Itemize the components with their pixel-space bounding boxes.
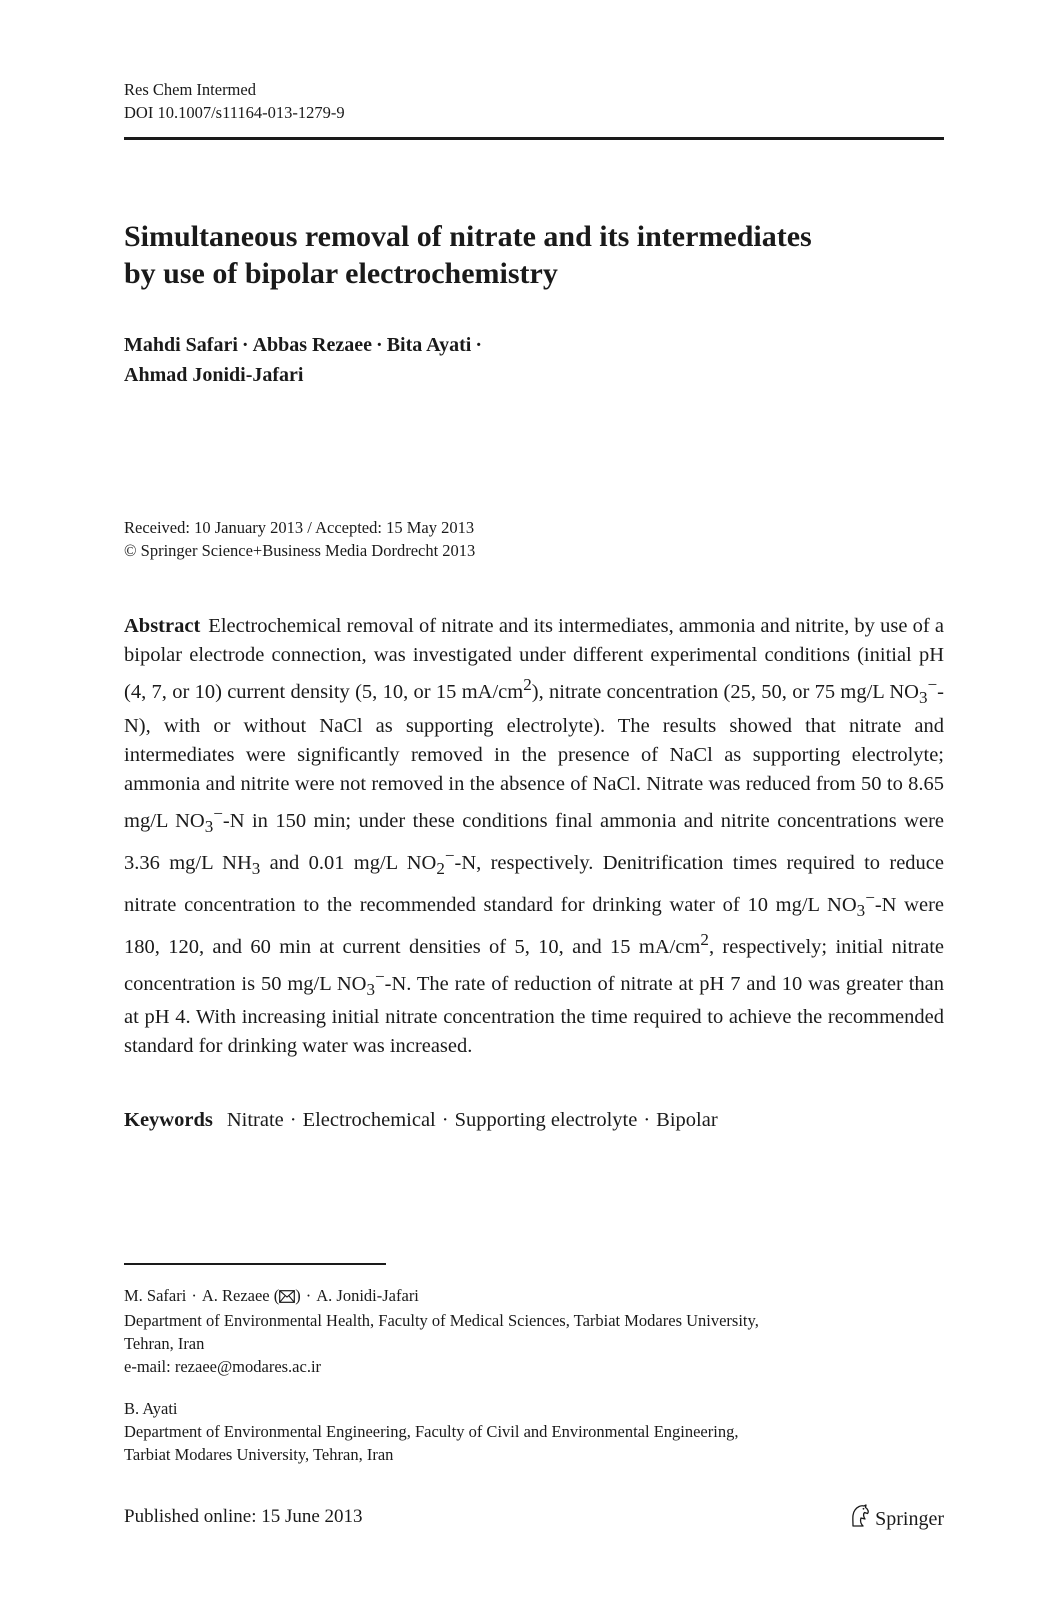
subscript: 3 <box>918 687 928 707</box>
superscript: − <box>213 803 223 823</box>
abstract-text: -N in 150 min; under these conditions final ammonia and nitrite concentrations were 3.36 mg/L NH <box>124 809 944 874</box>
abstract-text: -N. The rate of reduction of nitrate at pH 7 and 10 was greater than at pH 4. With increasing initial nitrate concentration the time required to achieve the recommended standard for drinking water was increased. <box>124 972 944 1058</box>
author-separator: · <box>191 1286 197 1305</box>
affiliation-author: ) <box>295 1286 301 1305</box>
subscript: 3 <box>366 979 376 999</box>
abstract <box>124 612 944 1061</box>
author-separator: · <box>475 334 482 356</box>
abstract-text: Electrochemical removal of nitrate and its intermediates, ammonia and nitrite, by use of a bipolar electrode connection, was investigated under different experimental conditions (initial pH (4, 7, or 10) current density (5, 10, or 15 mA/cm <box>124 615 944 703</box>
author-list <box>124 330 486 390</box>
journal-name: Res Chem Intermed <box>124 80 256 99</box>
footnote-rule <box>124 1263 386 1265</box>
keyword[interactable]: Nitrate <box>226 1109 284 1131</box>
keywords-label: Keywords <box>124 1109 213 1131</box>
superscript: 2 <box>700 929 709 949</box>
superscript: − <box>927 675 938 694</box>
author-name[interactable]: Abbas Rezaee <box>252 334 373 356</box>
article-title <box>124 218 944 292</box>
title-line-1: Simultaneous removal of nitrate and its intermediates <box>124 220 812 253</box>
paper-page <box>124 0 944 1600</box>
abstract-text: , respectively; initial nitrate concentration is 50 mg/L NO <box>124 935 944 995</box>
author-name[interactable]: Bita Ayati <box>386 334 472 356</box>
affiliation-email[interactable]: e-mail: rezaee@modares.ac.ir <box>124 1357 322 1376</box>
author-separator: · <box>305 1286 312 1305</box>
affiliation-author: M. Safari <box>124 1286 187 1305</box>
abstract-label: Abstract <box>124 615 201 637</box>
title-line-2: by use of bipolar electrochemistry <box>124 257 558 290</box>
subscript: 2 <box>436 858 445 878</box>
published-online: Published online: 15 June 2013 <box>124 1506 363 1527</box>
affiliation-1 <box>124 1284 944 1378</box>
keyword[interactable]: Bipolar <box>656 1109 718 1131</box>
affiliation-authors <box>124 1284 944 1309</box>
springer-horse-icon <box>849 1504 871 1534</box>
keyword[interactable]: Electrochemical <box>302 1109 436 1131</box>
keyword-separator: · <box>289 1109 297 1131</box>
publisher-name: Springer <box>875 1507 944 1530</box>
envelope-icon[interactable] <box>279 1286 295 1309</box>
affiliation-author: B. Ayati <box>124 1399 178 1418</box>
keyword-separator: · <box>441 1109 449 1131</box>
journal-header <box>124 78 345 124</box>
affiliation-city: Tarbiat Modares University, Tehran, Iran <box>124 1445 394 1464</box>
affiliation-2 <box>124 1397 944 1466</box>
superscript: 2 <box>523 675 532 694</box>
affiliation-department: Department of Environmental Health, Faculty of Medical Sciences, Tarbiat Modares University, <box>124 1311 759 1330</box>
publisher-logo[interactable] <box>849 1504 944 1534</box>
header-rule <box>124 137 944 140</box>
abstract-text: ), nitrate concentration (25, 50, or 75 mg/L NO <box>531 680 919 703</box>
received-accepted: Received: 10 January 2013 / Accepted: 15 May 2013 <box>124 518 475 537</box>
subscript: 3 <box>856 900 866 920</box>
affiliation-author: A. Rezaee ( <box>201 1286 280 1305</box>
subscript: 3 <box>204 816 214 836</box>
keyword-separator: · <box>643 1109 651 1131</box>
abstract-text: -N), with or without NaCl as supporting electrolyte). The results showed that nitrate and intermediates were significantly removed in the presence of NaCl as supporting electrolyte; ammonia and nitrite were not removed in the absence of NaCl. Nitrate was reduced from 50 to 8.65 mg/L NO <box>124 680 944 832</box>
abstract-text: -N were 180, 120, and 60 min at current densities of 5, 10, and 15 mA/cm <box>124 893 944 958</box>
keywords <box>124 1106 718 1135</box>
superscript: − <box>444 845 455 865</box>
subscript: 3 <box>251 858 261 878</box>
author-separator: · <box>376 334 383 356</box>
abstract-text: and 0.01 mg/L NO <box>260 851 437 874</box>
author-name[interactable]: Ahmad Jonidi-Jafari <box>124 364 304 386</box>
affiliation-author: A. Jonidi-Jafari <box>316 1286 419 1305</box>
superscript: − <box>865 887 875 907</box>
affiliation-department: Department of Environmental Engineering, Faculty of Civil and Environmental Engineering, <box>124 1422 739 1441</box>
affiliation-city: Tehran, Iran <box>124 1334 205 1353</box>
doi[interactable]: DOI 10.1007/s11164-013-1279-9 <box>124 103 345 122</box>
superscript: − <box>375 966 385 986</box>
article-dates <box>124 516 475 562</box>
author-separator: · <box>241 334 249 356</box>
keyword[interactable]: Supporting electrolyte <box>454 1109 638 1131</box>
author-name[interactable]: Mahdi Safari <box>124 334 238 356</box>
copyright: © Springer Science+Business Media Dordrecht 2013 <box>124 541 476 560</box>
abstract-text: -N, respectively. Denitrification times required to reduce nitrate concentration to the recommended standard for drinking water of 10 mg/L NO <box>124 851 944 916</box>
